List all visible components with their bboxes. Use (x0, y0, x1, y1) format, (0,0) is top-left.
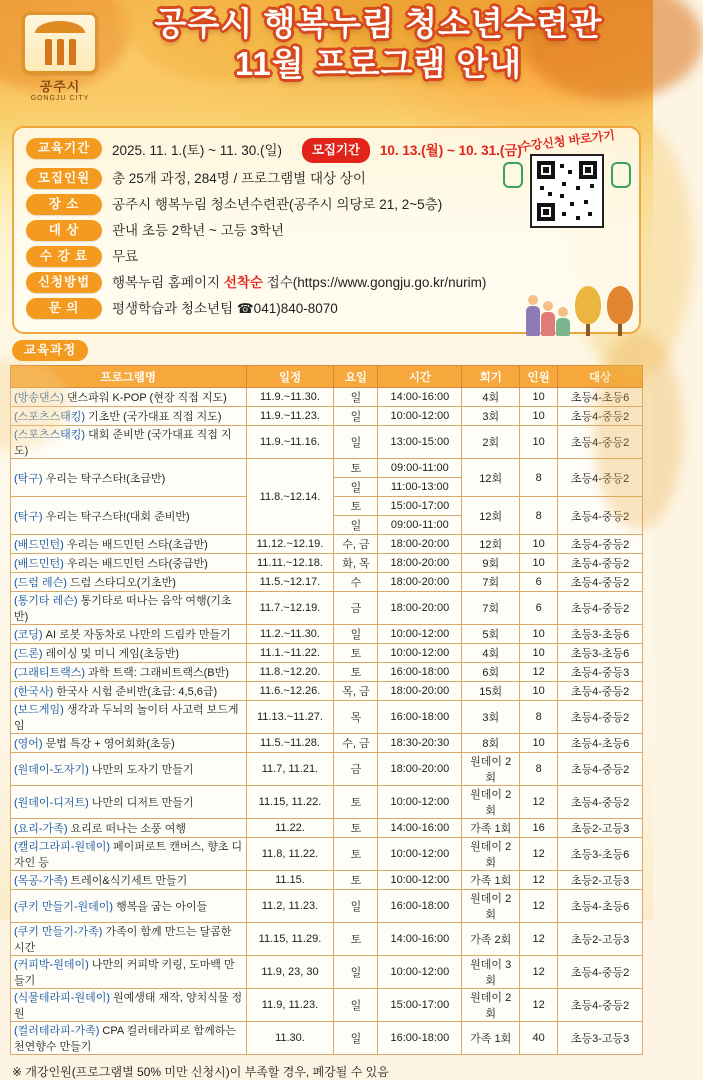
program-target-cell: 초등3-초등6 (558, 644, 643, 663)
program-time-cell: 18:00-20:00 (378, 682, 462, 701)
program-time-cell: 16:00-18:00 (378, 1022, 462, 1055)
table-row (11, 923, 643, 956)
program-day-cell: 일 (334, 388, 378, 407)
program-day-cell: 토 (334, 497, 378, 516)
program-sessions-cell: 가족 1회 (462, 819, 520, 838)
program-sessions-cell: 원데이 2회 (462, 753, 520, 786)
program-capacity-cell: 10 (520, 388, 558, 407)
program-day-cell: 토 (334, 786, 378, 819)
program-category: (영어) (14, 738, 43, 750)
program-category: (스포츠스태킹) (14, 411, 86, 423)
program-target-cell: 초등4-초등6 (558, 890, 643, 923)
qr-code-icon[interactable] (530, 154, 604, 228)
program-target-cell: 초등4-중등2 (558, 989, 643, 1022)
program-sessions-cell: 6회 (462, 663, 520, 682)
program-time-cell: 10:00-12:00 (378, 786, 462, 819)
program-sessions-cell: 원데이 3회 (462, 956, 520, 989)
info-value-target: 관내 초등 2학년 ~ 고등 3학년 (112, 223, 285, 238)
table-row (11, 426, 643, 459)
program-day-cell: 일 (334, 478, 378, 497)
program-time-cell: 18:00-20:00 (378, 573, 462, 592)
program-name-cell: (코딩) AI 로봇 자동차로 나만의 드림카 만들기 (11, 625, 247, 644)
program-sessions-cell: 가족 1회 (462, 871, 520, 890)
program-target-cell: 초등4-중등2 (558, 701, 643, 734)
logo-name: 공주시 (39, 79, 81, 94)
tree-icon (607, 286, 633, 336)
program-capacity-cell: 12 (520, 956, 558, 989)
program-time-cell: 14:00-16:00 (378, 388, 462, 407)
program-sessions-cell: 원데이 2회 (462, 838, 520, 871)
program-date-cell: 11.9, 23, 30 (246, 956, 334, 989)
program-date-cell: 11.9, 11.23. (246, 989, 334, 1022)
program-capacity-cell: 8 (520, 701, 558, 734)
qr-label: 수강신청 바로가기 (518, 128, 616, 154)
program-category: (배드민턴) (14, 539, 64, 551)
program-time-cell: 10:00-12:00 (378, 625, 462, 644)
program-capacity-cell: 12 (520, 890, 558, 923)
program-date-cell: 11.7, 11.21. (246, 753, 334, 786)
program-date-cell: 11.1.~11.22. (246, 644, 334, 663)
program-day-cell: 수, 금 (334, 535, 378, 554)
program-target-cell: 초등2-고등3 (558, 923, 643, 956)
program-capacity-cell: 6 (520, 573, 558, 592)
program-name-cell: (영어) 문법 특강 + 영어회화(초등) (11, 734, 247, 753)
program-name-cell: (쿠키 만들기-원데이) 행복을 굽는 아이들 (11, 890, 247, 923)
program-capacity-cell: 12 (520, 663, 558, 682)
program-time-cell: 10:00-12:00 (378, 407, 462, 426)
program-time-cell: 16:00-18:00 (378, 890, 462, 923)
program-capacity-cell: 12 (520, 989, 558, 1022)
program-capacity-cell: 8 (520, 753, 558, 786)
table-row (11, 682, 643, 701)
program-day-cell: 목, 금 (334, 682, 378, 701)
program-name-cell: (커피박-원데이) 나만의 커피박 키링, 도마백 만들기 (11, 956, 247, 989)
info-tag: 대 상 (26, 220, 102, 241)
program-day-cell: 토 (334, 923, 378, 956)
program-day-cell: 일 (334, 516, 378, 535)
table-row (11, 838, 643, 871)
program-sessions-cell: 원데이 2회 (462, 989, 520, 1022)
program-day-cell: 토 (334, 871, 378, 890)
program-day-cell: 일 (334, 426, 378, 459)
program-day-cell: 일 (334, 407, 378, 426)
program-capacity-cell: 10 (520, 426, 558, 459)
table-row (11, 871, 643, 890)
logo-badge-icon (22, 12, 98, 74)
table-row (11, 1022, 643, 1055)
program-date-cell: 11.15, 11.22. (246, 786, 334, 819)
info-tag: 모집인원 (26, 168, 102, 189)
decor-blob (593, 330, 683, 530)
qr-apply-link[interactable] (501, 128, 633, 228)
program-sessions-cell: 원데이 2회 (462, 890, 520, 923)
logo-sub: GONGJU CITY (30, 95, 90, 102)
program-name-cell: (한국사) 한국사 시험 준비반(초급: 4,5,6급) (11, 682, 247, 701)
program-sessions-cell: 7회 (462, 573, 520, 592)
col-program-name: 프로그램명 (11, 366, 247, 388)
program-date-cell: 11.8.~12.20. (246, 663, 334, 682)
col-time: 시간 (378, 366, 462, 388)
program-category: (쿠키 만들기-원데이) (14, 901, 114, 913)
title-line-2: 11월 프로그램 안내 (234, 44, 523, 82)
program-category: (한국사) (14, 686, 54, 698)
program-name-cell: (컬러테라피-가족) CPA 컬러테라피로 함께하는 천연향수 만들기 (11, 1022, 247, 1055)
program-target-cell: 초등4-중등2 (558, 786, 643, 819)
program-name-cell: (스포츠스태킹) 기초반 (국가대표 직접 지도) (11, 407, 247, 426)
family-illustration (526, 276, 633, 336)
program-capacity-cell: 10 (520, 554, 558, 573)
info-value-capacity: 총 25개 과정, 284명 / 프로그램별 대상 상이 (112, 171, 366, 186)
program-target-cell: 초등3-초등6 (558, 625, 643, 644)
info-value-contact: 평생학습과 청소년팀 ☎041)840-8070 (112, 301, 338, 316)
program-sessions-cell: 4회 (462, 388, 520, 407)
program-day-cell: 수 (334, 573, 378, 592)
program-target-cell: 초등4-중등2 (558, 497, 643, 535)
program-target-cell: 초등3-초등6 (558, 838, 643, 871)
program-category: (요리-가족) (14, 823, 68, 835)
program-name-cell: (원데이-도자기) 나만의 도자기 만들기 (11, 753, 247, 786)
info-tag: 수 강 료 (26, 246, 102, 267)
program-sessions-cell: 가족 1회 (462, 1022, 520, 1055)
program-category: (코딩) (14, 629, 43, 641)
program-date-cell: 11.13.~11.27. (246, 701, 334, 734)
table-row (11, 407, 643, 426)
program-category: (탁구) (14, 472, 43, 485)
table-row (11, 956, 643, 989)
program-category: (탁구) (14, 510, 43, 523)
program-category: (방송댄스) (14, 392, 64, 404)
info-tag: 문 의 (26, 298, 102, 319)
program-day-cell: 토 (334, 663, 378, 682)
program-target-cell: 초등4-중등2 (558, 554, 643, 573)
program-capacity-cell: 16 (520, 819, 558, 838)
program-target-cell: 초등4-중등2 (558, 459, 643, 497)
program-sessions-cell: 7회 (462, 592, 520, 625)
table-row (11, 786, 643, 819)
program-capacity-cell: 10 (520, 535, 558, 554)
program-time-cell: 18:00-20:00 (378, 554, 462, 573)
program-date-cell: 11.22. (246, 819, 334, 838)
program-date-cell: 11.15, 11.29. (246, 923, 334, 956)
program-target-cell: 초등2-고등3 (558, 819, 643, 838)
program-sessions-cell: 15회 (462, 682, 520, 701)
table-row (11, 989, 643, 1022)
table-row (11, 535, 643, 554)
program-day-cell: 금 (334, 592, 378, 625)
table-row (11, 459, 643, 478)
program-capacity-cell: 8 (520, 459, 558, 497)
program-name-cell: (식물테라피-원데이) 원예생태 재작, 양치식물 정원 (11, 989, 247, 1022)
program-category: (커피박-원데이) (14, 959, 89, 971)
program-sessions-cell: 12회 (462, 535, 520, 554)
program-target-cell: 초등4-중등2 (558, 592, 643, 625)
program-name-cell: (목공-가족) 트레이&식기세트 만들기 (11, 871, 247, 890)
program-capacity-cell: 10 (520, 644, 558, 663)
program-time-cell: 10:00-12:00 (378, 956, 462, 989)
table-row (11, 388, 643, 407)
program-capacity-cell: 6 (520, 592, 558, 625)
program-name-cell: (그래티트랙스) 과학 트랙: 그래비트랙스(B반) (11, 663, 247, 682)
program-time-cell: 16:00-18:00 (378, 701, 462, 734)
program-time-cell: 14:00-16:00 (378, 923, 462, 956)
table-row (11, 701, 643, 734)
program-category: (드론) (14, 648, 43, 660)
program-capacity-cell: 10 (520, 682, 558, 701)
program-date-cell: 11.8, 11.22. (246, 838, 334, 871)
program-time-cell: 18:00-20:00 (378, 592, 462, 625)
program-time-cell: 10:00-12:00 (378, 871, 462, 890)
program-name-cell: (탁구) 우리는 탁구스타!(초급반) (11, 459, 247, 497)
program-day-cell: 수, 금 (334, 734, 378, 753)
program-category: (배드민턴) (14, 558, 64, 570)
program-capacity-cell: 12 (520, 923, 558, 956)
program-capacity-cell: 12 (520, 871, 558, 890)
program-sessions-cell: 9회 (462, 554, 520, 573)
program-day-cell: 일 (334, 890, 378, 923)
table-row (11, 819, 643, 838)
program-time-cell: 16:00-18:00 (378, 663, 462, 682)
page-title (112, 6, 645, 83)
program-time-cell: 14:00-16:00 (378, 819, 462, 838)
program-date-cell: 11.30. (246, 1022, 334, 1055)
program-name-cell: (쿠키 만들기-가족) 가족이 함께 만드는 달콤한 시간 (11, 923, 247, 956)
program-capacity-cell: 10 (520, 625, 558, 644)
program-sessions-cell: 3회 (462, 701, 520, 734)
program-name-cell: (원데이-디저트) 나만의 디저트 만들기 (11, 786, 247, 819)
program-target-cell: 초등4-중등2 (558, 753, 643, 786)
program-target-cell: 초등4-중등2 (558, 407, 643, 426)
table-row (11, 734, 643, 753)
program-capacity-cell: 12 (520, 838, 558, 871)
program-sessions-cell: 2회 (462, 426, 520, 459)
program-capacity-cell: 10 (520, 734, 558, 753)
program-category: (캘리그라피-원데이) (14, 841, 110, 853)
program-category: (컬러테라피-가족) (14, 1025, 100, 1037)
table-row (11, 625, 643, 644)
person-figure (556, 307, 569, 336)
program-time-cell: 15:00-17:00 (378, 989, 462, 1022)
program-time-cell: 10:00-12:00 (378, 838, 462, 871)
col-sessions: 회기 (462, 366, 520, 388)
program-day-cell: 토 (334, 644, 378, 663)
program-sessions-cell: 4회 (462, 644, 520, 663)
col-day: 요일 (334, 366, 378, 388)
info-tag: 교육기간 (26, 138, 102, 159)
info-value-fee: 무료 (112, 249, 139, 264)
recruit-period-badge: 모집기간 (302, 138, 370, 163)
program-target-cell: 초등4-중등2 (558, 956, 643, 989)
program-time-cell: 13:00-15:00 (378, 426, 462, 459)
program-target-cell: 초등3-고등3 (558, 1022, 643, 1055)
info-tag: 장 소 (26, 194, 102, 215)
program-time-cell: 18:00-20:00 (378, 753, 462, 786)
person-figure (526, 295, 539, 336)
program-time-cell: 09:00-11:00 (378, 516, 462, 535)
info-value-place: 공주시 행복누림 청소년수련관(공주시 의당로 21, 2~5층) (112, 197, 443, 212)
program-day-cell: 토 (334, 819, 378, 838)
program-date-cell: 11.5.~12.17. (246, 573, 334, 592)
program-capacity-cell: 8 (520, 497, 558, 535)
program-category: (그래티트랙스) (14, 667, 86, 679)
program-time-cell: 11:00-13:00 (378, 478, 462, 497)
program-date-cell: 11.9.~11.23. (246, 407, 334, 426)
title-line-1: 공주시 행복누림 청소년수련관 (154, 5, 603, 42)
person-figure (541, 301, 554, 336)
info-box (12, 126, 641, 334)
program-target-cell: 초등2-고등3 (558, 871, 643, 890)
program-date-cell: 11.11.~12.18. (246, 554, 334, 573)
program-date-cell: 11.2, 11.23. (246, 890, 334, 923)
info-row-fee (26, 246, 627, 267)
program-day-cell: 토 (334, 459, 378, 478)
program-target-cell: 초등4-초등6 (558, 734, 643, 753)
program-category: (목공-가족) (14, 875, 68, 887)
program-sessions-cell: 원데이 2회 (462, 786, 520, 819)
program-category: (원데이-디저트) (14, 797, 89, 809)
program-category: (스포츠스태킹) (14, 429, 86, 441)
table-row (11, 554, 643, 573)
recruit-period-value: 10. 13.(월) ~ 10. 31.(금) (379, 143, 522, 158)
table-row (11, 644, 643, 663)
col-capacity: 인원 (520, 366, 558, 388)
col-date: 일정 (246, 366, 334, 388)
program-sessions-cell: 3회 (462, 407, 520, 426)
program-time-cell: 15:00-17:00 (378, 497, 462, 516)
program-date-cell: 11.9.~11.30. (246, 388, 334, 407)
program-capacity-cell: 40 (520, 1022, 558, 1055)
program-sessions-cell: 12회 (462, 497, 520, 535)
footnote: ※ 개강인원(프로그램별 50% 미만 신청시)이 부족할 경우, 폐강될 수 있음 (12, 1065, 389, 1079)
program-name-cell: (탁구) 우리는 탁구스타!(대회 준비반) (11, 497, 247, 535)
program-day-cell: 목 (334, 701, 378, 734)
table-row (11, 663, 643, 682)
program-name-cell: (방송댄스) 댄스파워 K-POP (현장 직접 지도) (11, 388, 247, 407)
course-section-tag: 교육과정 (12, 340, 88, 361)
program-category: (식물테라피-원데이) (14, 992, 110, 1004)
apply-text-highlight: 선착순 (223, 275, 263, 290)
program-target-cell: 초등4-중등2 (558, 573, 643, 592)
col-target: 대상 (558, 366, 643, 388)
program-time-cell: 18:30-20:30 (378, 734, 462, 753)
program-day-cell: 화, 목 (334, 554, 378, 573)
program-day-cell: 일 (334, 625, 378, 644)
table-row (11, 753, 643, 786)
program-target-cell: 초등4-중등2 (558, 535, 643, 554)
program-date-cell: 11.2.~11.30. (246, 625, 334, 644)
program-time-cell: 10:00-12:00 (378, 644, 462, 663)
program-name-cell: (요리-가족) 요리로 떠나는 소풍 여행 (11, 819, 247, 838)
program-target-cell: 초등4-중등2 (558, 426, 643, 459)
program-time-cell: 09:00-11:00 (378, 459, 462, 478)
table-row (11, 573, 643, 592)
program-category: (드럼 레슨) (14, 577, 67, 589)
table-row (11, 592, 643, 625)
program-name-cell: (스포츠스태킹) 대회 준비반 (국가대표 직접 지도) (11, 426, 247, 459)
program-target-cell: 초등4-초등6 (558, 388, 643, 407)
program-day-cell: 토 (334, 838, 378, 871)
program-name-cell: (배드민턴) 우리는 배드민턴 스타(중급반) (11, 554, 247, 573)
program-category: (통기타 레슨) (14, 595, 78, 607)
program-target-cell: 초등4-중등3 (558, 663, 643, 682)
program-name-cell: (드럼 레슨) 드럼 스타디오(기초반) (11, 573, 247, 592)
program-name-cell: (배드민턴) 우리는 배드민턴 스타(초급반) (11, 535, 247, 554)
program-date-cell: 11.12.~12.19. (246, 535, 334, 554)
program-name-cell: (캘리그라피-원데이) 페이퍼로트 캔버스, 향초 디자인 등 (11, 838, 247, 871)
program-date-cell: 11.6.~12.26. (246, 682, 334, 701)
gongju-city-logo (16, 12, 104, 104)
poster-header (0, 0, 653, 120)
program-date-cell: 11.9.~11.16. (246, 426, 334, 459)
apply-text-pre: 행복누림 홈페이지 (112, 275, 224, 290)
program-day-cell: 금 (334, 753, 378, 786)
program-day-cell: 일 (334, 1022, 378, 1055)
table-body (11, 388, 643, 1055)
tree-icon (575, 286, 601, 336)
apply-text-post: 접수(https://www.gongju.go.kr/nurim) (262, 275, 487, 290)
program-name-cell: (드론) 레이싱 및 미니 게임(초등반) (11, 644, 247, 663)
program-time-cell: 18:00-20:00 (378, 535, 462, 554)
program-sessions-cell: 12회 (462, 459, 520, 497)
table-header-row (11, 366, 643, 388)
program-capacity-cell: 10 (520, 407, 558, 426)
table-row (11, 890, 643, 923)
program-name-cell: (보드게임) 생각과 두뇌의 놀이터 사고력 보드게임 (11, 701, 247, 734)
program-day-cell: 일 (334, 989, 378, 1022)
program-date-cell: 11.7.~12.19. (246, 592, 334, 625)
program-date-cell: 11.15. (246, 871, 334, 890)
program-target-cell: 초등4-중등2 (558, 682, 643, 701)
program-category: (원데이-도자기) (14, 764, 89, 776)
program-capacity-cell: 12 (520, 786, 558, 819)
program-name-cell: (통기타 레슨) 통기타로 떠나는 음악 여행(기초반) (11, 592, 247, 625)
program-category: (보드게임) (14, 704, 64, 716)
program-date-cell: 11.8.~12.14. (246, 459, 334, 535)
program-table (10, 365, 643, 1055)
program-sessions-cell: 가족 2회 (462, 923, 520, 956)
program-sessions-cell: 8회 (462, 734, 520, 753)
info-tag: 신청방법 (26, 272, 102, 293)
program-date-cell: 11.5.~11.28. (246, 734, 334, 753)
program-day-cell: 일 (334, 956, 378, 989)
program-sessions-cell: 5회 (462, 625, 520, 644)
info-value-period: 2025. 11. 1.(토) ~ 11. 30.(일) (112, 143, 283, 158)
program-category: (쿠키 만들기-가족) (14, 926, 103, 938)
